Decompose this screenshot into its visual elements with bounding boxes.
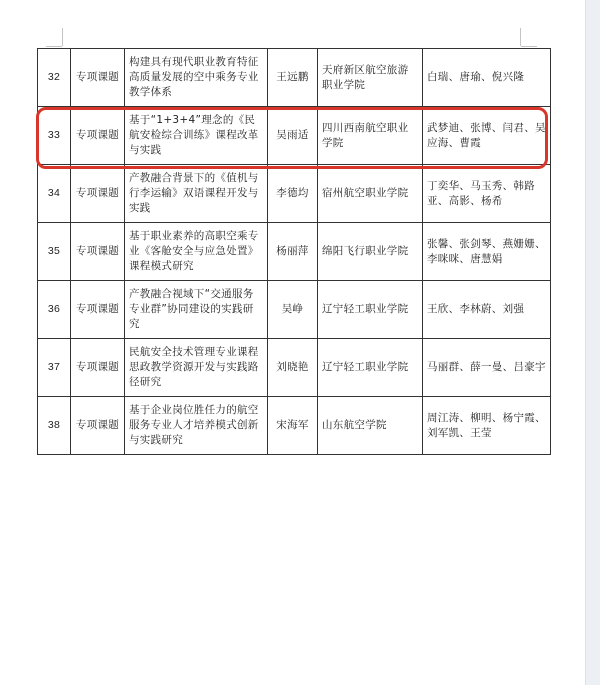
project-leader-cell: 宋海军 (268, 397, 318, 455)
project-leader-cell: 李德均 (268, 165, 318, 223)
row-number-cell: 34 (38, 165, 71, 223)
table-row (38, 49, 551, 107)
project-leader-cell: 刘晓艳 (268, 339, 318, 397)
team-members-cell: 周江涛、柳明、杨宁霞、刘军凯、王莹 (423, 397, 551, 455)
team-members-cell: 张馨、张剑琴、燕姗姗、李咪咪、唐慧娟 (423, 223, 551, 281)
institution-cell: 山东航空学院 (318, 397, 423, 455)
project-title-cell: 产教融合视域下“交通服务专业群”协同建设的实践研究 (125, 281, 268, 339)
project-table (37, 48, 551, 455)
corner-mark-right-vertical (520, 28, 521, 46)
table-row (38, 223, 551, 281)
institution-cell: 天府新区航空旅游职业学院 (318, 49, 423, 107)
project-title-cell: 民航安全技术管理专业课程思政教学资源开发与实践路径研究 (125, 339, 268, 397)
table-row (38, 281, 551, 339)
project-type-cell: 专项课题 (71, 49, 125, 107)
institution-cell: 绵阳飞行职业学院 (318, 223, 423, 281)
table-body (38, 49, 551, 455)
institution-cell: 辽宁轻工职业学院 (318, 339, 423, 397)
project-title-cell: 产教融合背景下的《值机与行李运输》双语课程开发与实践 (125, 165, 268, 223)
corner-mark-left-horizontal (46, 46, 62, 47)
project-type-cell: 专项课题 (71, 107, 125, 165)
row-number-cell: 38 (38, 397, 71, 455)
corner-mark-right-horizontal (521, 46, 537, 47)
scrollbar[interactable] (585, 0, 600, 685)
project-type-cell: 专项课题 (71, 223, 125, 281)
project-leader-cell: 吴峥 (268, 281, 318, 339)
project-title-cell: 基于“1+3+4”理念的《民航安检综合训练》课程改革与实践 (125, 107, 268, 165)
row-number-cell: 36 (38, 281, 71, 339)
project-type-cell: 专项课题 (71, 339, 125, 397)
row-number-cell: 37 (38, 339, 71, 397)
corner-mark-left-vertical (62, 28, 63, 46)
team-members-cell: 马丽群、薛一曼、吕豪宇 (423, 339, 551, 397)
project-leader-cell: 王远鹏 (268, 49, 318, 107)
row-number-cell: 35 (38, 223, 71, 281)
institution-cell: 宿州航空职业学院 (318, 165, 423, 223)
project-type-cell: 专项课题 (71, 397, 125, 455)
table-row (38, 339, 551, 397)
project-leader-cell: 吴雨适 (268, 107, 318, 165)
project-title-cell: 基于职业素养的高职空乘专业《客舱安全与应急处置》课程模式研究 (125, 223, 268, 281)
project-leader-cell: 杨丽萍 (268, 223, 318, 281)
row-number-cell: 33 (38, 107, 71, 165)
team-members-cell: 白瑞、唐瑜、倪兴隆 (423, 49, 551, 107)
table-row (38, 397, 551, 455)
table-row (38, 107, 551, 165)
institution-cell: 四川西南航空职业学院 (318, 107, 423, 165)
project-type-cell: 专项课题 (71, 165, 125, 223)
institution-cell: 辽宁轻工职业学院 (318, 281, 423, 339)
project-title-cell: 基于企业岗位胜任力的航空服务专业人才培养模式创新与实践研究 (125, 397, 268, 455)
row-number-cell: 32 (38, 49, 71, 107)
project-type-cell: 专项课题 (71, 281, 125, 339)
team-members-cell: 武梦迪、张博、闫君、吴应海、曹霞 (423, 107, 551, 165)
project-title-cell: 构建具有现代职业教育特征高质量发展的空中乘务专业教学体系 (125, 49, 268, 107)
team-members-cell: 丁奕华、马玉秀、韩路亚、高影、杨希 (423, 165, 551, 223)
table-row (38, 165, 551, 223)
team-members-cell: 王欣、李林蔚、刘强 (423, 281, 551, 339)
